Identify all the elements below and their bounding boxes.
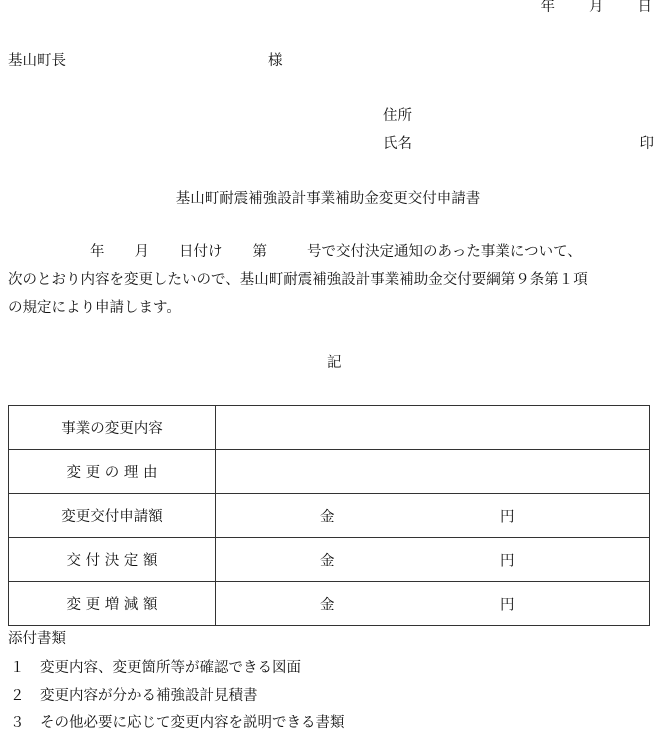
en-label: 円 <box>500 597 515 613</box>
name-label: 氏名 <box>383 136 412 152</box>
kin-label: 金 <box>320 597 335 613</box>
row-label: 事業の変更内容 <box>9 406 216 450</box>
row-label: 交 付 決 定 額 <box>9 538 216 582</box>
row-label: 変 更 の 理 由 <box>9 450 216 494</box>
attachment-text: その他必要に応じて変更内容を説明できる書類 <box>40 715 345 731</box>
attachment-number: １ <box>10 660 25 676</box>
row-value-field[interactable] <box>216 450 650 494</box>
row-value-field[interactable] <box>216 494 650 538</box>
attachment-number: ３ <box>10 715 25 731</box>
ki-heading: 記 <box>327 355 342 371</box>
table-row <box>9 406 650 450</box>
kin-label: 金 <box>320 553 335 569</box>
en-label: 円 <box>500 509 515 525</box>
body-line-3: の規定により申請します。 <box>8 300 181 316</box>
en-label: 円 <box>500 553 515 569</box>
row-value-field[interactable] <box>216 538 650 582</box>
table-row <box>9 450 650 494</box>
row-value-field[interactable] <box>216 582 650 626</box>
table-row <box>9 494 650 538</box>
honorific: 様 <box>268 53 283 69</box>
body-line-2: 次のとおり内容を変更したいので、基山町耐震補強設計事業補助金交付要綱第９条第１項 <box>8 272 588 288</box>
attachments-title: 添付書類 <box>8 631 66 647</box>
table-row <box>9 538 650 582</box>
row-label: 変更交付申請額 <box>9 494 216 538</box>
body-line-1 <box>8 238 656 266</box>
body-year: 年 <box>90 244 105 260</box>
body-paragraph <box>8 238 656 322</box>
date-day: 日 <box>637 0 652 15</box>
attachment-item <box>10 689 258 704</box>
attachment-item <box>10 661 301 676</box>
body-dai: 第 <box>252 244 267 260</box>
body-day: 日付け <box>179 244 223 260</box>
change-details-table <box>8 405 650 626</box>
row-value-field[interactable] <box>216 406 650 450</box>
body-month: 月 <box>134 244 149 260</box>
address-label: 住所 <box>383 108 412 124</box>
body-go-rest: 号で交付決定通知のあった事業について、 <box>307 244 582 260</box>
attachment-text: 変更内容が分かる補強設計見積書 <box>40 688 258 704</box>
document-title: 基山町耐震補強設計事業補助金変更交付申請書 <box>175 191 481 207</box>
kin-label: 金 <box>320 509 335 525</box>
date-year: 年 <box>540 0 555 15</box>
date-month: 月 <box>589 0 604 15</box>
attachment-number: ２ <box>10 688 25 704</box>
addressee: 基山町長 <box>8 53 66 69</box>
row-label: 変 更 増 減 額 <box>9 582 216 626</box>
attachment-text: 変更内容、変更箇所等が確認できる図面 <box>40 660 301 676</box>
attachment-item <box>10 716 345 731</box>
table-row <box>9 582 650 626</box>
date-line <box>541 0 653 15</box>
seal-mark: 印 <box>639 136 654 152</box>
